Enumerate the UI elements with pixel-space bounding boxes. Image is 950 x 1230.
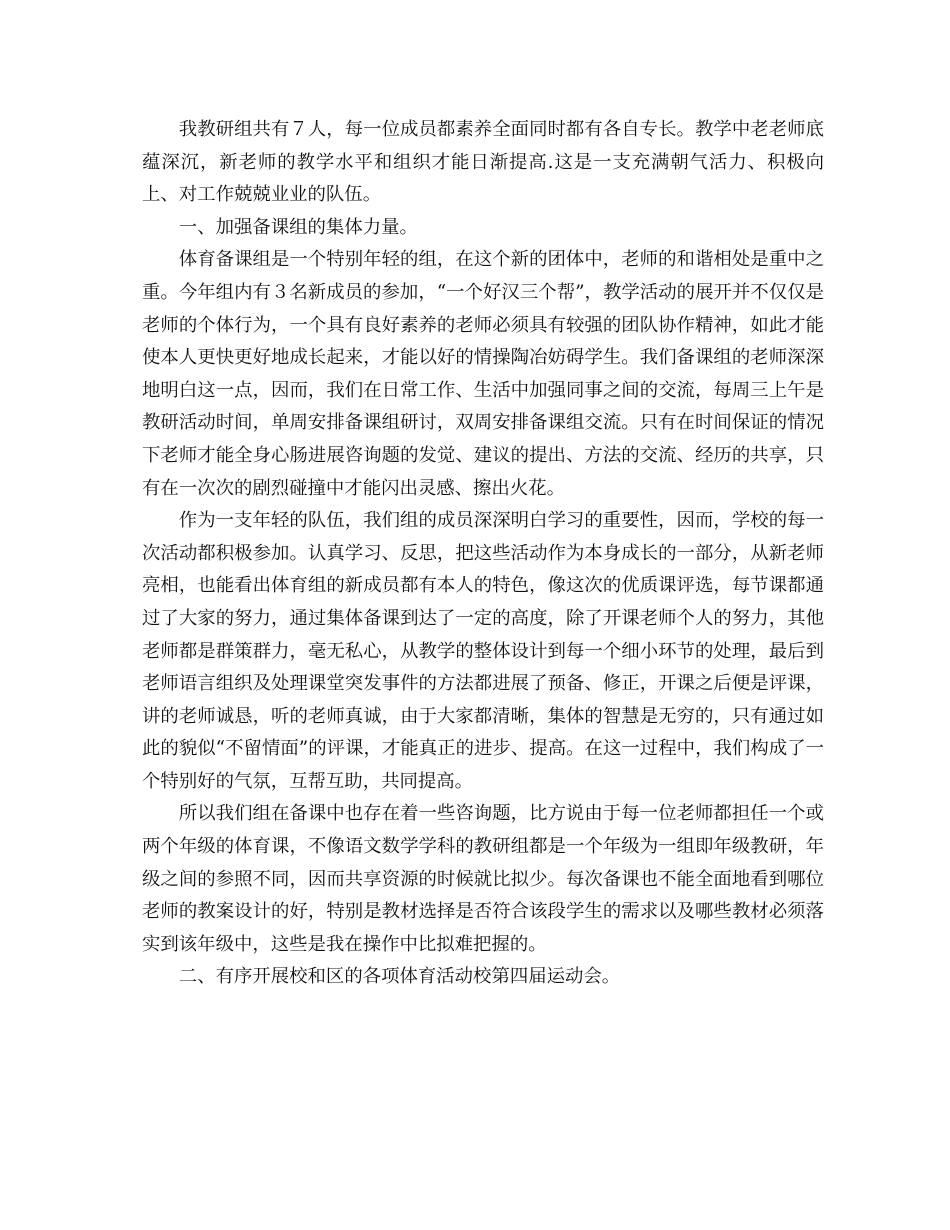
paragraph-learning: 作为一支年轻的队伍，我们组的成员深深明白学习的重要性，因而，学校的每一次活动都积极参加。认真学习、反思，把这些活动作为本身成长的一部分，从新老师亮相，也能看出体育组的新成员都有本人的特色，像这次的优质课评选，每节课都通过了大家的努力，通过集体备课到达了一定的高度，除了开课老师个人的努力，其他老师都是群策群力，毫无私心，从教学的整体设计到每一个细小环节的处理，最后到老师语言组织及处理课堂突发事件的方法都进展了预备、修正，开课之后便是评课，讲的老师诚恳，听的老师真诚，由于大家都清晰，集体的智慧是无穷的，只有通过如此的貌似“不留情面”的评课，才能真正的进步、提高。在这一过程中，我们构成了一个特别好的气氛，互帮互助，共同提高。 <box>142 510 824 792</box>
section-heading-1: 一、加强备课组的集体力量。 <box>178 216 418 238</box>
paragraph-intro: 我教研组共有７人，每一位成员都素养全面同时都有各自专长。教学中老老师底蕴深沉，新老师的教学水平和组织才能日渐提高.这是一支充满朝气活力、积极向上、对工作兢兢业业的队伍。 <box>142 119 824 206</box>
paragraph-problems: 所以我们组在备课中也存在着一些咨询题，比方说由于每一位老师都担任一个或两个年级的体育课，不像语文数学学科的教研组都是一个年级为一组即年级教研，年级之间的参照不同，因而共享资源的时候就比拟少。每次备课也不能全面地看到哪位老师的教案设计的好，特别是教材选择是否符合该段学生的需求以及哪些教材必须落实到该年级中，这些是我在操作中比拟难把握的。 <box>142 803 824 955</box>
paragraph-collaboration: 体育备课组是一个特别年轻的组，在这个新的团体中，老师的和谐相处是重中之重。今年组内有３名新成员的参加，“一个好汉三个帮”，教学活动的展开并不仅仅是老师的个体行为，一个具有良好素养的老师必须具有较强的团队协作精神，如此才能使本人更快更好地成长起来，才能以好的情操陶冶妨碍学生。我们备课组的老师深深地明白这一点，因而，我们在日常工作、生活中加强同事之间的交流，每周三上午是教研活动时间，单周安排备课组研讨，双周安排备课组交流。只有在时间保证的情况下老师才能全身心肠进展咨询题的发觉、建议的提出、方法的交流、经历的共享，只有在一次次的剧烈碰撞中才能闪出灵感、擦出火花。 <box>142 249 824 499</box>
section-heading-2: 二、有序开展校和区的各项体育活动校第四届运动会。 <box>178 966 621 988</box>
document-body <box>142 114 824 994</box>
